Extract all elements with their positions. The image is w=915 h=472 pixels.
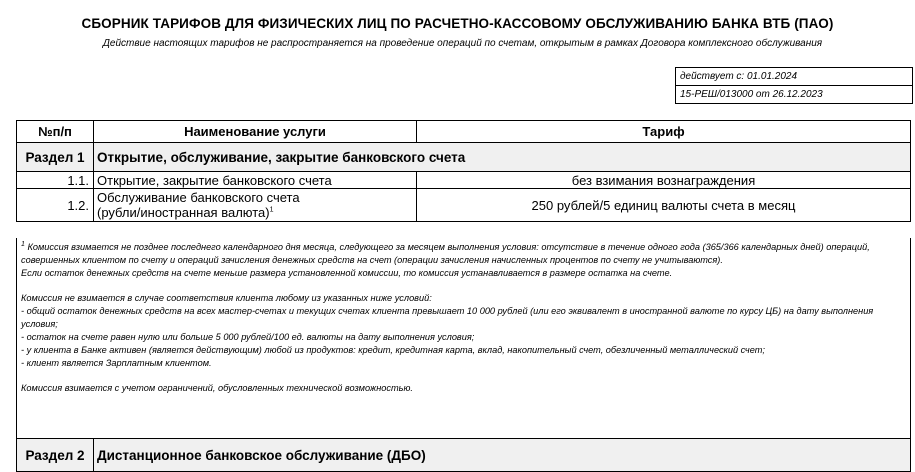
note-paragraph: - общий остаток денежных средств на всех мастер-счетах и текущих счетах клиента превышает 10 000 рублей (или его эквивалент в иностранной валюте по курсу ЦБ) на дату выполнения условия; bbox=[21, 306, 874, 329]
section-1-row bbox=[17, 143, 911, 172]
note-paragraph: - остаток на счете равен нулю или больше 5 000 рублей/100 ед. валюты на дату выполнения условия; bbox=[21, 332, 475, 342]
section-2-row bbox=[17, 439, 911, 472]
effective-date: действует с: 01.01.2024 bbox=[680, 71, 798, 82]
note-paragraph: - клиент является Зарплатным клиентом. bbox=[21, 358, 212, 368]
footnote-block bbox=[16, 238, 911, 438]
row-service-line2: (рубли/иностранная валюта) bbox=[97, 205, 270, 220]
note-paragraph: Если остаток денежных средств на счете меньше размера установленной комиссии, то комиссия устанавливается в размере остатка на счете. bbox=[21, 268, 673, 278]
header-number: №п/п bbox=[17, 121, 94, 143]
row-number: 1.2. bbox=[17, 189, 94, 222]
section-2-table bbox=[16, 438, 911, 472]
footnote-mark: 1 bbox=[21, 240, 25, 248]
decision-number: 15-РЕШ/013000 от 26.12.2023 bbox=[676, 85, 912, 103]
tariff-table bbox=[16, 120, 911, 222]
row-service: Открытие, закрытие банковского счета bbox=[94, 172, 417, 189]
row-number: 1.1. bbox=[17, 172, 94, 189]
table-row bbox=[17, 172, 911, 189]
section-1-title: Открытие, обслуживание, закрытие банковского счета bbox=[94, 143, 911, 172]
section-1-number: Раздел 1 bbox=[17, 143, 94, 172]
row-tariff: 250 рублей/5 единиц валюты счета в месяц bbox=[417, 189, 911, 222]
footnote-ref: 1 bbox=[269, 206, 274, 214]
section-2-title: Дистанционное банковское обслуживание (ДБО) bbox=[94, 439, 911, 472]
document-subtitle: Действие настоящих тарифов не распространяется на проведение операций по счетам, открытым в рамках Договора комплексного обслуживания bbox=[102, 38, 823, 49]
row-tariff: без взимания вознаграждения bbox=[417, 172, 911, 189]
document-title: СБОРНИК ТАРИФОВ ДЛЯ ФИЗИЧЕСКИХ ЛИЦ ПО РАСЧЕТНО-КАССОВОМУ ОБСЛУЖИВАНИЮ БАНКА ВТБ (ПАО) bbox=[81, 16, 834, 31]
section-2-number: Раздел 2 bbox=[17, 439, 94, 472]
row-service bbox=[94, 189, 417, 222]
note-paragraph: Комиссия взимается с учетом ограничений, обусловленных технической возможностью. bbox=[21, 383, 413, 393]
effective-info-box bbox=[675, 67, 913, 104]
header-tariff: Тариф bbox=[417, 121, 911, 143]
table-row bbox=[17, 189, 911, 222]
row-service-line1: Обслуживание банковского счета bbox=[97, 190, 300, 205]
note-paragraph: $^1$ Комиссия взимается не позднее последнего календарного дня месяца, следующего за месяцем выполнения условия: отсутствие в течение одного года (365/366 календарных дней) операций, совершенных клиентом по счету и операций зачисления денежных средств на счет (операции зачисления начисленных процентов по счету не учитываются). bbox=[21, 240, 870, 265]
table-header-row bbox=[17, 121, 911, 143]
header-service: Наименование услуги bbox=[94, 121, 417, 143]
note-paragraph: Комиссия не взимается в случае соответствия клиента любому из указанных ниже условий: bbox=[21, 293, 432, 303]
note-paragraph: - у клиента в Банке активен (является действующим) любой из продуктов: кредит, кредитная карта, вклад, накопительный счет, обезличенный металлический счет; bbox=[21, 345, 765, 355]
